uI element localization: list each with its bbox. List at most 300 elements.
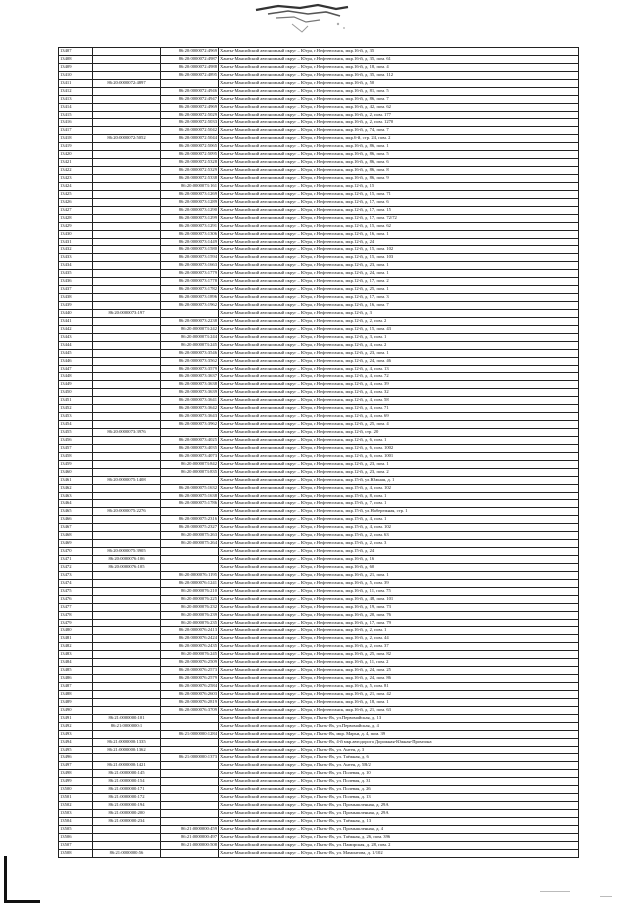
address-cell: Ханты-Мансийский автономный округ – Югра, г.Нефтеюганск, мкр.12-й, д. 24, пом. 46 xyxy=(219,357,579,365)
row-number-cell: 13459 xyxy=(59,460,93,468)
land-parcel-number-cell xyxy=(93,349,161,357)
address-cell: Ханты-Мансийский автономный округ – Югра, г.Нефтеюганск, мкр.16-й, д. 18, пом. 1 xyxy=(219,698,579,706)
land-parcel-number-cell xyxy=(93,341,161,349)
table-row xyxy=(59,508,579,516)
table-row xyxy=(59,690,579,698)
premises-number-cell xyxy=(161,722,219,730)
premises-number-cell: 86:20:0000073:1663 xyxy=(161,262,219,270)
land-parcel-number-cell xyxy=(93,214,161,222)
premises-number-cell: 86:20:0000072:5065 xyxy=(161,143,219,151)
row-number-cell: 13493 xyxy=(59,730,93,738)
premises-number-cell: 86:20:0000076:245 xyxy=(161,651,219,659)
address-cell: Ханты-Мансийский автономный округ – Югра, г.Нефтеюганск, мкр.12-й, д. 24 xyxy=(219,238,579,246)
premises-number-cell: 86:20:0000076:3709 xyxy=(161,706,219,714)
premises-number-cell: 86:20:0000076:2424 xyxy=(161,635,219,643)
address-cell: Ханты-Мансийский автономный округ – Югра, г.Нефтеюганск, мкр.12-й, д. 4, пом. 71 xyxy=(219,405,579,413)
scan-speck xyxy=(600,896,612,897)
row-number-cell: 13433 xyxy=(59,254,93,262)
land-parcel-number-cell xyxy=(93,492,161,500)
table-row xyxy=(59,87,579,95)
premises-number-cell: 86:20:0000073:3546 xyxy=(161,349,219,357)
land-parcel-number-cell xyxy=(93,286,161,294)
address-cell: Ханты-Мансийский автономный округ – Югра, г.Нефтеюганск, мкр.16-й, д. 86, пом. 8 xyxy=(219,167,579,175)
premises-number-cell: 86:20:0000072:4947 xyxy=(161,95,219,103)
table-row xyxy=(59,810,579,818)
land-parcel-number-cell xyxy=(93,143,161,151)
address-cell: Ханты-Мансийский автономный округ – Югра, г.Нефтеюганск, мкр.16-й, д. 21, пом. 42 xyxy=(219,690,579,698)
land-parcel-number-cell: 86:20:0000075:1408 xyxy=(93,476,161,484)
table-row xyxy=(59,611,579,619)
premises-number-cell xyxy=(161,786,219,794)
land-parcel-number-cell xyxy=(93,151,161,159)
table-row xyxy=(59,500,579,508)
premises-number-cell xyxy=(161,556,219,564)
row-number-cell: 13463 xyxy=(59,492,93,500)
address-cell: Ханты-Мансийский автономный округ – Югра, г.Нефтеюганск, мкр.16-й, д. 11, пом. 75 xyxy=(219,587,579,595)
land-parcel-number-cell xyxy=(93,421,161,429)
row-number-cell: 13414 xyxy=(59,103,93,111)
row-number-cell: 13426 xyxy=(59,198,93,206)
table-row xyxy=(59,278,579,286)
table-row xyxy=(59,802,579,810)
table-row xyxy=(59,762,579,770)
premises-number-cell: 86:20:0000076:225 xyxy=(161,595,219,603)
address-cell: Ханты-Мансийский автономный округ – Югра, г.Пыть-Ях, ул. Мамонтова, д. 1/102 xyxy=(219,849,579,857)
address-cell: Ханты-Мансийский автономный округ – Югра, г.Нефтеюганск, мкр.12-й, д. 23, пом. 2 xyxy=(219,468,579,476)
land-parcel-number-cell xyxy=(93,198,161,206)
address-cell: Ханты-Мансийский автономный округ – Югра, г.Нефтеюганск, мкр.16-й, д. 48, пом. 101 xyxy=(219,595,579,603)
premises-number-cell: 86:20:0000073:4073 xyxy=(161,452,219,460)
address-cell: Ханты-Мансийский автономный округ – Югра, г.Нефтеюганск, мкр.12-й, д. 15 xyxy=(219,182,579,190)
address-cell: Ханты-Мансийский автономный округ – Югра, г.Нефтеюганск, мкр.12-й, д. 3 xyxy=(219,309,579,317)
row-number-cell: 13482 xyxy=(59,643,93,651)
row-number-cell: 13416 xyxy=(59,119,93,127)
row-number-cell: 13413 xyxy=(59,95,93,103)
address-cell: Ханты-Мансийский автономный округ – Югра, г.Нефтеюганск, мкр.12-й, д. 16, пом. 7 xyxy=(219,302,579,310)
land-parcel-number-cell xyxy=(93,683,161,691)
row-number-cell: 13499 xyxy=(59,778,93,786)
address-cell: Ханты-Мансийский автономный округ – Югра, г.Нефтеюганск, мкр.12-й, д. 3, пом. 1 xyxy=(219,333,579,341)
row-number-cell: 13455 xyxy=(59,429,93,437)
address-cell: Ханты-Мансийский автономный округ – Югра, г.Пыть-Ях, ул. Таёжная, д. 6 xyxy=(219,754,579,762)
land-parcel-number-cell xyxy=(93,675,161,683)
row-number-cell: 13488 xyxy=(59,690,93,698)
address-cell: Ханты-Мансийский автономный округ – Югра, г.Нефтеюганск, мкр.16-й, д. 24, пом. 86 xyxy=(219,675,579,683)
address-cell: Ханты-Мансийский автономный округ – Югра, г.Пыть-Ях, ул. Антея, д. 3 xyxy=(219,746,579,754)
premises-number-cell: 86:20:0000076:2573 xyxy=(161,667,219,675)
premises-number-cell: 86:20:0000073:4025 xyxy=(161,436,219,444)
premises-number-cell: 86:20:0000073:835 xyxy=(161,468,219,476)
row-number-cell: 13419 xyxy=(59,143,93,151)
premises-number-cell: 86:20:0000076:2413 xyxy=(161,627,219,635)
address-cell: Ханты-Мансийский автономный округ – Югра, г.Нефтеюганск, мкр.16-й, д. 2, пом. 177 xyxy=(219,111,579,119)
row-number-cell: 13508 xyxy=(59,849,93,857)
land-parcel-number-cell xyxy=(93,238,161,246)
premises-number-cell xyxy=(161,770,219,778)
land-parcel-number-cell xyxy=(93,246,161,254)
land-parcel-number-cell xyxy=(93,230,161,238)
row-number-cell: 13503 xyxy=(59,810,93,818)
address-cell: Ханты-Мансийский автономный округ – Югра, г.Нефтеюганск, мкр.16-й, д. 2, пом. 1 xyxy=(219,627,579,635)
row-number-cell: 13479 xyxy=(59,619,93,627)
row-number-cell: 13443 xyxy=(59,333,93,341)
table-row xyxy=(59,794,579,802)
address-cell: Ханты-Мансийский автономный округ – Югра, г.Нефтеюганск, мкр.16-й, д. 21, пом. 1 xyxy=(219,571,579,579)
table-row xyxy=(59,421,579,429)
address-cell: Ханты-Мансийский автономный округ – Югра, г.Нефтеюганск, мкр.15-й, д. 2, пом. 63 xyxy=(219,532,579,540)
row-number-cell: 13445 xyxy=(59,349,93,357)
row-number-cell: 13492 xyxy=(59,722,93,730)
row-number-cell: 13506 xyxy=(59,833,93,841)
address-cell: Ханты-Мансийский автономный округ – Югра, г.Пыть-Ях, 4-й мкр.автодорога Дорожная-Южная-Промзона xyxy=(219,738,579,746)
land-parcel-number-cell xyxy=(93,595,161,603)
row-number-cell: 13427 xyxy=(59,206,93,214)
land-parcel-number-cell xyxy=(93,698,161,706)
row-number-cell: 13500 xyxy=(59,786,93,794)
land-parcel-number-cell xyxy=(93,119,161,127)
table-row xyxy=(59,524,579,532)
table-row xyxy=(59,111,579,119)
land-parcel-number-cell xyxy=(93,540,161,548)
land-parcel-number-cell xyxy=(93,444,161,452)
table-row xyxy=(59,603,579,611)
table-row xyxy=(59,786,579,794)
address-cell: Ханты-Мансийский автономный округ – Югра, г.Пыть-Ях, ул. Полевая, д. 26 xyxy=(219,786,579,794)
land-parcel-number-cell xyxy=(93,516,161,524)
row-number-cell: 13505 xyxy=(59,825,93,833)
address-cell: Ханты-Мансийский автономный округ – Югра, г.Нефтеюганск, мкр.12-й, д. 6, пом. 1002 xyxy=(219,444,579,452)
row-number-cell: 13412 xyxy=(59,87,93,95)
land-parcel-number-cell xyxy=(93,659,161,667)
land-parcel-number-cell xyxy=(93,405,161,413)
land-parcel-number-cell xyxy=(93,87,161,95)
premises-number-cell xyxy=(161,714,219,722)
address-cell: Ханты-Мансийский автономный округ – Югра, г.Пыть-Ях, ул. Памирская, д. 28, пом. 2 xyxy=(219,841,579,849)
premises-number-cell: 86:21:0000000:1373 xyxy=(161,754,219,762)
row-number-cell: 13471 xyxy=(59,556,93,564)
table-row xyxy=(59,571,579,579)
premises-number-cell: 86:20:0000073:3579 xyxy=(161,365,219,373)
premises-number-cell xyxy=(161,476,219,484)
premises-number-cell: 86:20:0000073:1289 xyxy=(161,198,219,206)
table-row xyxy=(59,48,579,56)
premises-number-cell: 86:20:0000073:3962 xyxy=(161,421,219,429)
row-number-cell: 13417 xyxy=(59,127,93,135)
table-row xyxy=(59,79,579,87)
table-row xyxy=(59,63,579,71)
table-row xyxy=(59,778,579,786)
premises-number-cell: 86:20:0000076:235 xyxy=(161,619,219,627)
row-number-cell: 13425 xyxy=(59,190,93,198)
premises-number-cell: 86:20:0000075:1638 xyxy=(161,492,219,500)
premises-number-cell: 86:20:0000072:5044 xyxy=(161,135,219,143)
land-parcel-number-cell xyxy=(93,651,161,659)
land-parcel-number-cell xyxy=(93,389,161,397)
premises-number-cell xyxy=(161,563,219,571)
row-number-cell: 13441 xyxy=(59,317,93,325)
row-number-cell: 13410 xyxy=(59,71,93,79)
row-number-cell: 13491 xyxy=(59,714,93,722)
table-row xyxy=(59,182,579,190)
premises-number-cell: 86:20:0000073:1594 xyxy=(161,254,219,262)
row-number-cell: 13436 xyxy=(59,278,93,286)
table-row xyxy=(59,460,579,468)
address-cell: Ханты-Мансийский автономный округ – Югра, г.Пыть-Ях, ул. Таёжная, д. 26, пом. 396 xyxy=(219,833,579,841)
row-number-cell: 13450 xyxy=(59,389,93,397)
premises-number-cell: 86:20:0000076:210 xyxy=(161,587,219,595)
land-parcel-number-cell: 86:21:0000000:1 xyxy=(93,722,161,730)
table-row xyxy=(59,206,579,214)
table-row xyxy=(59,302,579,310)
table-row xyxy=(59,55,579,63)
land-parcel-number-cell: 86:21:0000000:234 xyxy=(93,817,161,825)
land-parcel-number-cell xyxy=(93,262,161,270)
premises-number-cell xyxy=(161,762,219,770)
land-parcel-number-cell xyxy=(93,500,161,508)
land-parcel-number-cell xyxy=(93,373,161,381)
table-row xyxy=(59,667,579,675)
address-cell: Ханты-Мансийский автономный округ – Югра, г.Нефтеюганск, мкр.16-й, д. 86, пом. 1 xyxy=(219,143,579,151)
table-row xyxy=(59,389,579,397)
address-cell: Ханты-Мансийский автономный округ – Югра, г.Нефтеюганск, мкр.16-й, д. 18, пом. 4 xyxy=(219,63,579,71)
address-cell: Ханты-Мансийский автономный округ – Югра, г.Нефтеюганск, мкр.16-й, д. 86, пом. 6 xyxy=(219,159,579,167)
row-number-cell: 13472 xyxy=(59,563,93,571)
address-cell: Ханты-Мансийский автономный округ – Югра, г.Пыть-Ях, ул. Промышленная, д. 29А xyxy=(219,810,579,818)
land-parcel-number-cell xyxy=(93,381,161,389)
land-parcel-number-cell xyxy=(93,524,161,532)
address-cell: Ханты-Мансийский автономный округ – Югра, г.Нефтеюганск, мкр.12-й, д. 15, пом. 102 xyxy=(219,246,579,254)
address-cell: Ханты-Мансийский автономный округ – Югра, г.Пыть-Ях, ул. Полевая, д. 13 xyxy=(219,794,579,802)
land-parcel-number-cell xyxy=(93,71,161,79)
table-row xyxy=(59,619,579,627)
address-cell: Ханты-Мансийский автономный округ – Югра, г.Пыть-Ях, ул. Антея, д. 5В/2 xyxy=(219,762,579,770)
row-number-cell: 13477 xyxy=(59,603,93,611)
row-number-cell: 13478 xyxy=(59,611,93,619)
land-parcel-number-cell xyxy=(93,643,161,651)
table-row xyxy=(59,516,579,524)
table-row xyxy=(59,825,579,833)
land-parcel-number-cell xyxy=(93,167,161,175)
premises-number-cell: 86:20:0000072:4969 xyxy=(161,48,219,56)
row-number-cell: 13489 xyxy=(59,698,93,706)
land-parcel-number-cell xyxy=(93,48,161,56)
land-parcel-number-cell xyxy=(93,182,161,190)
row-number-cell: 13420 xyxy=(59,151,93,159)
land-parcel-number-cell: 86:21:0000000:56 xyxy=(93,849,161,857)
land-parcel-number-cell: 86:21:0000000:1335 xyxy=(93,738,161,746)
premises-number-cell: 86:20:0000072:4969 xyxy=(161,103,219,111)
table-row xyxy=(59,532,579,540)
row-number-cell: 13480 xyxy=(59,627,93,635)
premises-number-cell: 86:20:0000075:2316 xyxy=(161,516,219,524)
row-number-cell: 13494 xyxy=(59,738,93,746)
table-row xyxy=(59,262,579,270)
row-number-cell: 13407 xyxy=(59,48,93,56)
row-number-cell: 13484 xyxy=(59,659,93,667)
land-parcel-number-cell xyxy=(93,627,161,635)
address-cell: Ханты-Мансийский автономный округ – Югра, г.Нефтеюганск, мкр.12-й, д. 17, пом. 72/72 xyxy=(219,214,579,222)
address-cell: Ханты-Мансийский автономный округ – Югра, г.Нефтеюганск, мкр.12-й, д. 4, пом. 2 xyxy=(219,341,579,349)
address-cell: Ханты-Мансийский автономный округ – Югра, г.Нефтеюганск, мкр.15-й, д. 2, пом. 3 xyxy=(219,540,579,548)
row-number-cell: 13428 xyxy=(59,214,93,222)
table-row xyxy=(59,849,579,857)
register-table-body xyxy=(59,48,579,858)
premises-number-cell: 86:20:0000073:842 xyxy=(161,460,219,468)
address-cell: Ханты-Мансийский автономный округ – Югра, г.Нефтеюганск, мкр.16-й, д. 5, пом. 39 xyxy=(219,579,579,587)
row-number-cell: 13498 xyxy=(59,770,93,778)
row-number-cell: 13501 xyxy=(59,794,93,802)
row-number-cell: 13409 xyxy=(59,63,93,71)
table-row xyxy=(59,95,579,103)
row-number-cell: 13440 xyxy=(59,309,93,317)
row-number-cell: 13497 xyxy=(59,762,93,770)
address-cell: Ханты-Мансийский автономный округ – Югра, г.Нефтеюганск, мкр.16-й, д. 74, пом. 7 xyxy=(219,127,579,135)
address-cell: Ханты-Мансийский автономный округ – Югра, г.Нефтеюганск, мкр.16-й, д. 86, пом. 5 xyxy=(219,151,579,159)
row-number-cell: 13437 xyxy=(59,286,93,294)
table-row xyxy=(59,738,579,746)
scan-edge-mark-base xyxy=(4,900,40,903)
address-cell: Ханты-Мансийский автономный округ – Югра, г.Пыть-Ях, мкр. Марьи, д. 4, пом. 39 xyxy=(219,730,579,738)
row-number-cell: 13486 xyxy=(59,675,93,683)
row-number-cell: 13485 xyxy=(59,667,93,675)
row-number-cell: 13495 xyxy=(59,746,93,754)
table-row xyxy=(59,365,579,373)
address-cell: Ханты-Мансийский автономный округ – Югра, г.Нефтеюганск, мкр.16-й, д. 24, пом. 25 xyxy=(219,667,579,675)
land-parcel-number-cell xyxy=(93,706,161,714)
premises-number-cell: 86:20:0000073:161 xyxy=(161,182,219,190)
row-number-cell: 13448 xyxy=(59,373,93,381)
land-parcel-number-cell: 86:21:0000000:200 xyxy=(93,810,161,818)
table-row xyxy=(59,222,579,230)
stamp-mark xyxy=(248,2,358,38)
address-cell: Ханты-Мансийский автономный округ – Югра, г.Нефтеюганск, мкр.16-й, д. 25, пом. 82 xyxy=(219,651,579,659)
row-number-cell: 13502 xyxy=(59,802,93,810)
premises-number-cell xyxy=(161,810,219,818)
premises-number-cell: 86:20:0000073:3642 xyxy=(161,405,219,413)
land-parcel-number-cell xyxy=(93,111,161,119)
row-number-cell: 13466 xyxy=(59,516,93,524)
premises-number-cell: 86:20:0000073:1291 xyxy=(161,222,219,230)
table-row xyxy=(59,167,579,175)
row-number-cell: 13496 xyxy=(59,754,93,762)
address-cell: Ханты-Мансийский автономный округ – Югра, г.Нефтеюганск, мкр.15-й, д. 4, пом. 102 xyxy=(219,524,579,532)
land-parcel-number-cell xyxy=(93,730,161,738)
land-parcel-number-cell xyxy=(93,635,161,643)
land-parcel-number-cell xyxy=(93,63,161,71)
premises-number-cell xyxy=(161,794,219,802)
address-cell: Ханты-Мансийский автономный округ – Югра, г.Нефтеюганск, мкр.12-й, д. 4, пом. 69 xyxy=(219,413,579,421)
address-cell: Ханты-Мансийский автономный округ – Югра, г.Нефтеюганск, мкр.12-й, д. 23, пом. 1 xyxy=(219,349,579,357)
address-cell: Ханты-Мансийский автономный округ – Югра, г.Нефтеюганск, мкр.12-й, д. 15, пом. 103 xyxy=(219,254,579,262)
land-parcel-number-cell: 86:21:0000000:172 xyxy=(93,794,161,802)
address-cell: Ханты-Мансийский автономный округ – Югра, г.Нефтеюганск, мкр.16-й, д. 20, пом. 76 xyxy=(219,611,579,619)
address-cell: Ханты-Мансийский автономный округ – Югра, г.Нефтеюганск, мкр.16-й, д. 42, пом. 62 xyxy=(219,103,579,111)
row-number-cell: 13424 xyxy=(59,182,93,190)
land-parcel-number-cell xyxy=(93,206,161,214)
row-number-cell: 13411 xyxy=(59,79,93,87)
premises-number-cell: 86:20:0000073:3639 xyxy=(161,389,219,397)
address-cell: Ханты-Мансийский автономный округ – Югра, г.Нефтеюганск, мкр.16-й, д. 35, пом. 112 xyxy=(219,71,579,79)
table-row xyxy=(59,397,579,405)
address-cell: Ханты-Мансийский автономный округ – Югра, г.Нефтеюганск, мкр.12-й, д. 4, пом. 39 xyxy=(219,381,579,389)
table-row xyxy=(59,841,579,849)
address-cell: Ханты-Мансийский автономный округ – Югра, г.Нефтеюганск, мкр.16-й, д. 35, пом. 61 xyxy=(219,55,579,63)
row-number-cell: 13464 xyxy=(59,500,93,508)
table-row xyxy=(59,71,579,79)
address-cell: Ханты-Мансийский автономный округ – Югра, г.Нефтеюганск, мкр.15-й, д. 8, пом. 1 xyxy=(219,492,579,500)
row-number-cell: 13429 xyxy=(59,222,93,230)
premises-number-cell: 86:20:0000075:1786 xyxy=(161,500,219,508)
premises-number-cell: 86:20:0000072:5338 xyxy=(161,175,219,183)
premises-number-cell: 86:20:0000073:1896 xyxy=(161,294,219,302)
table-row xyxy=(59,127,579,135)
table-row xyxy=(59,754,579,762)
land-parcel-number-cell xyxy=(93,333,161,341)
row-number-cell: 13481 xyxy=(59,635,93,643)
land-parcel-number-cell: 86:21:0000000:145 xyxy=(93,770,161,778)
address-cell: Ханты-Мансийский автономный округ – Югра, г.Нефтеюганск, мкр.12-й, д. 15, пом. 71 xyxy=(219,190,579,198)
address-cell: Ханты-Мансийский автономный округ – Югра, г.Нефтеюганск, мкр.12-й, д. 17, пом. 2 xyxy=(219,278,579,286)
table-row xyxy=(59,357,579,365)
row-number-cell: 13473 xyxy=(59,571,93,579)
premises-number-cell: 86:20:0000073:4035 xyxy=(161,444,219,452)
table-row xyxy=(59,635,579,643)
address-cell: Ханты-Мансийский автономный округ – Югра, г.Нефтеюганск, мкр.6-й, стр. 24, пом. 2 xyxy=(219,135,579,143)
land-parcel-number-cell xyxy=(93,103,161,111)
address-cell: Ханты-Мансийский автономный округ – Югра, г.Нефтеюганск, мкр.12-й, д. 4, пом. 58 xyxy=(219,397,579,405)
premises-number-cell: 86:20:0000076:1195 xyxy=(161,571,219,579)
table-row xyxy=(59,190,579,198)
address-cell: Ханты-Мансийский автономный округ – Югра, г.Нефтеюганск, мкр.12-й, д. 16, пом. 1 xyxy=(219,230,579,238)
address-cell: Ханты-Мансийский автономный округ – Югра, г.Нефтеюганск, мкр.12-й, д. 4, пом. 72 xyxy=(219,373,579,381)
table-row xyxy=(59,722,579,730)
premises-number-cell: 86:20:0000073:244 xyxy=(161,333,219,341)
row-number-cell: 13439 xyxy=(59,302,93,310)
row-number-cell: 13469 xyxy=(59,540,93,548)
row-number-cell: 13454 xyxy=(59,421,93,429)
land-parcel-number-cell xyxy=(93,754,161,762)
row-number-cell: 13408 xyxy=(59,55,93,63)
table-row xyxy=(59,587,579,595)
row-number-cell: 13507 xyxy=(59,841,93,849)
land-parcel-number-cell: 86:21:0000000:101 xyxy=(93,714,161,722)
table-row xyxy=(59,833,579,841)
premises-number-cell: 86:20:0000073:1778 xyxy=(161,278,219,286)
row-number-cell: 13430 xyxy=(59,230,93,238)
address-cell: Ханты-Мансийский автономный округ – Югра, г.Нефтеюганск, мкр.16-й, д. 35 xyxy=(219,48,579,56)
premises-number-cell xyxy=(161,802,219,810)
table-row xyxy=(59,556,579,564)
land-parcel-number-cell xyxy=(93,452,161,460)
table-row xyxy=(59,436,579,444)
address-cell: Ханты-Мансийский автономный округ – Югра, г.Нефтеюганск, мкр.16-й, д. 17, пом. 79 xyxy=(219,619,579,627)
table-row xyxy=(59,103,579,111)
row-number-cell: 13487 xyxy=(59,683,93,691)
premises-number-cell: 86:20:0000073:3562 xyxy=(161,357,219,365)
land-parcel-number-cell xyxy=(93,357,161,365)
table-row xyxy=(59,468,579,476)
table-row xyxy=(59,286,579,294)
address-cell: Ханты-Мансийский автономный округ – Югра, г.Нефтеюганск, мкр.12-й, д. 23, пом. 1 xyxy=(219,262,579,270)
premises-number-cell: 86:20:0000073:245 xyxy=(161,341,219,349)
address-cell: Ханты-Мансийский автономный округ – Югра, г.Пыть-Ях, ул. Промышленная, д. 29А xyxy=(219,802,579,810)
table-row xyxy=(59,405,579,413)
table-row xyxy=(59,484,579,492)
premises-number-cell: 86:20:0000072:5329 xyxy=(161,167,219,175)
table-row xyxy=(59,238,579,246)
table-row xyxy=(59,659,579,667)
address-cell: Ханты-Мансийский автономный округ – Югра, г.Нефтеюганск, мкр.16-й, д. 21, пом. 63 xyxy=(219,706,579,714)
